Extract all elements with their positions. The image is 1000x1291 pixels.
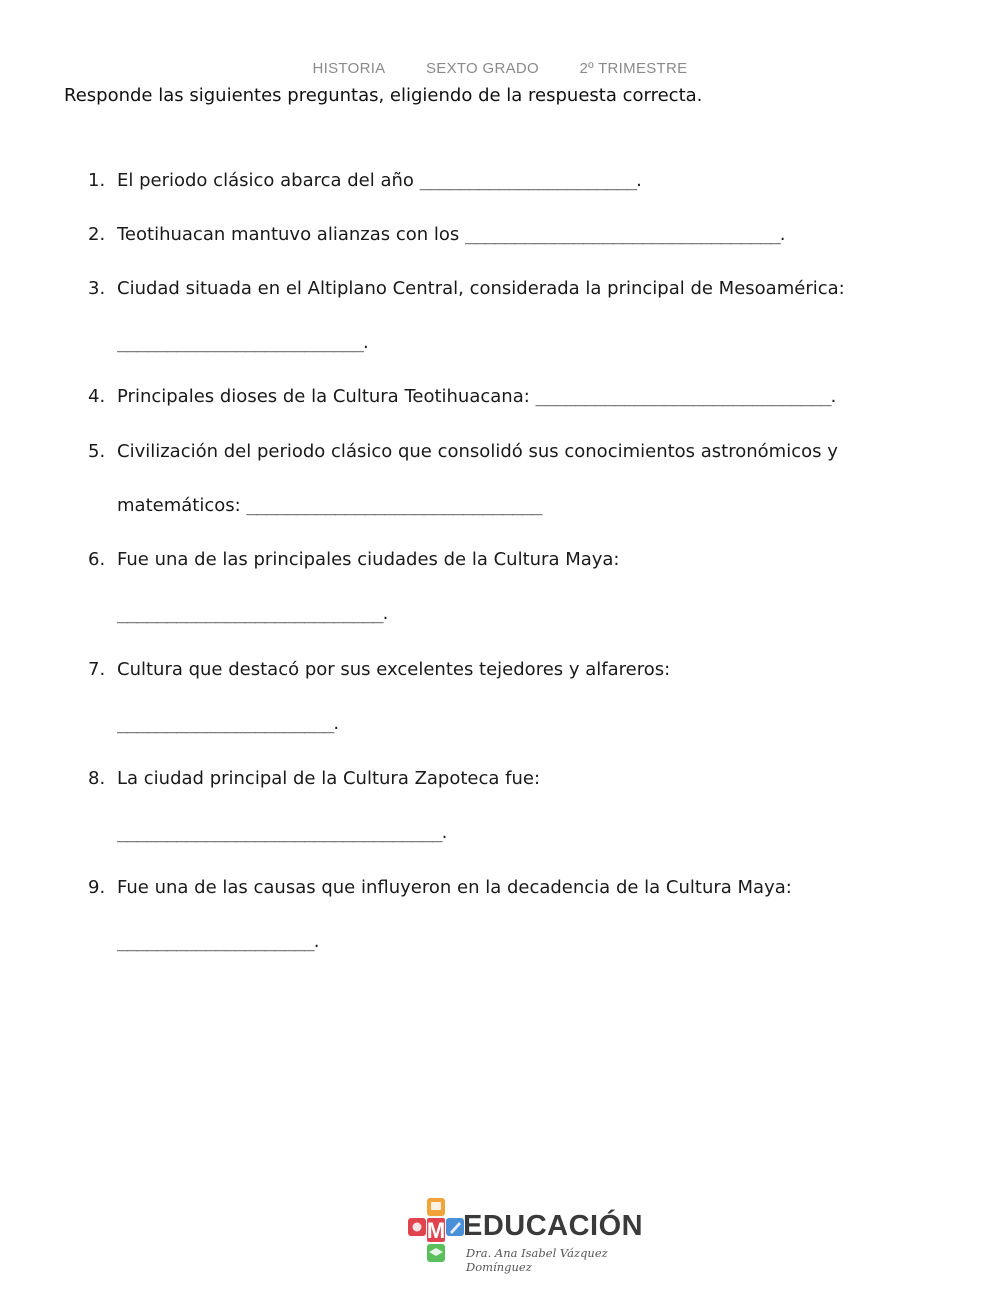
question-end: . bbox=[441, 822, 448, 843]
question-6 bbox=[88, 549, 620, 570]
question-text: Fue una de las causas que influyeron en la decadencia de la Cultura Maya: bbox=[117, 877, 792, 898]
grade-label: SEXTO GRADO bbox=[425, 60, 539, 77]
question-number: 9. bbox=[88, 877, 106, 898]
question-text: Teotihuacan mantuvo alianzas con los bbox=[117, 224, 466, 245]
question-end: . bbox=[313, 931, 320, 952]
question-8 bbox=[88, 768, 540, 789]
question-1 bbox=[88, 170, 642, 191]
instruction-text: Responde las siguientes preguntas, eligiendo de la respuesta correcta. bbox=[64, 85, 703, 106]
question-text: La ciudad principal de la Cultura Zapoteca fue: bbox=[117, 768, 541, 789]
answer-blank[interactable]: ______________________________ bbox=[246, 495, 542, 516]
question-5-continuation bbox=[117, 495, 542, 516]
question-3-answer-line bbox=[117, 332, 369, 353]
question-number: 3. bbox=[88, 278, 106, 299]
question-number: 7. bbox=[88, 659, 106, 680]
answer-blank[interactable]: ______________________ bbox=[117, 713, 334, 734]
question-end: . bbox=[830, 386, 837, 407]
logo-mark-icon bbox=[408, 1198, 468, 1264]
answer-blank[interactable]: _________________________________ bbox=[117, 822, 442, 843]
worksheet-header bbox=[0, 60, 1000, 77]
meducacion-logo bbox=[408, 1198, 653, 1274]
question-text: Ciudad situada en el Altiplano Central, considerada la principal de Mesoamérica: bbox=[117, 278, 845, 299]
question-number: 8. bbox=[88, 768, 106, 789]
question-2 bbox=[88, 224, 786, 245]
logo-letter: M bbox=[426, 1218, 446, 1243]
question-end: . bbox=[333, 713, 340, 734]
question-7-answer-line bbox=[117, 713, 339, 734]
term-label: 2º TRIMESTRE bbox=[579, 60, 688, 77]
question-text: Principales dioses de la Cultura Teotihuacana: bbox=[117, 386, 536, 407]
question-text-continued: matemáticos: bbox=[117, 495, 247, 516]
subject-label: HISTORIA bbox=[312, 60, 386, 77]
question-number: 5. bbox=[88, 441, 106, 462]
question-9 bbox=[88, 877, 792, 898]
answer-blank[interactable]: ________________________________ bbox=[465, 224, 780, 245]
answer-blank[interactable]: ____________________ bbox=[117, 931, 314, 952]
question-4 bbox=[88, 386, 836, 407]
question-number: 4. bbox=[88, 386, 106, 407]
question-8-answer-line bbox=[117, 822, 447, 843]
question-6-answer-line bbox=[117, 603, 388, 624]
question-9-answer-line bbox=[117, 931, 319, 952]
answer-blank[interactable]: ______________________________ bbox=[535, 386, 831, 407]
logo-signature: Dra. Ana Isabel Vázquez Domínguez bbox=[466, 1246, 608, 1274]
question-end: . bbox=[779, 224, 786, 245]
question-end: . bbox=[636, 170, 642, 191]
question-5 bbox=[88, 441, 838, 462]
question-text: El periodo clásico abarca del año bbox=[117, 170, 420, 191]
answer-blank[interactable]: _________________________ bbox=[117, 332, 363, 353]
question-3 bbox=[88, 278, 845, 299]
question-text: Fue una de las principales ciudades de la Cultura Maya: bbox=[117, 549, 620, 570]
question-number: 2. bbox=[88, 224, 106, 245]
question-number: 1. bbox=[88, 170, 106, 191]
answer-blank[interactable]: ______________________ bbox=[419, 170, 637, 191]
answer-blank[interactable]: ___________________________ bbox=[117, 603, 383, 624]
question-text: Civilización del periodo clásico que consolidó sus conocimientos astronómicos y bbox=[117, 441, 838, 462]
logo-wordmark: EDUCACIÓN bbox=[463, 1210, 644, 1242]
question-number: 6. bbox=[88, 549, 106, 570]
question-7 bbox=[88, 659, 670, 680]
question-end: . bbox=[362, 332, 369, 353]
question-end: . bbox=[382, 603, 389, 624]
question-text: Cultura que destacó por sus excelentes tejedores y alfareros: bbox=[117, 659, 671, 680]
